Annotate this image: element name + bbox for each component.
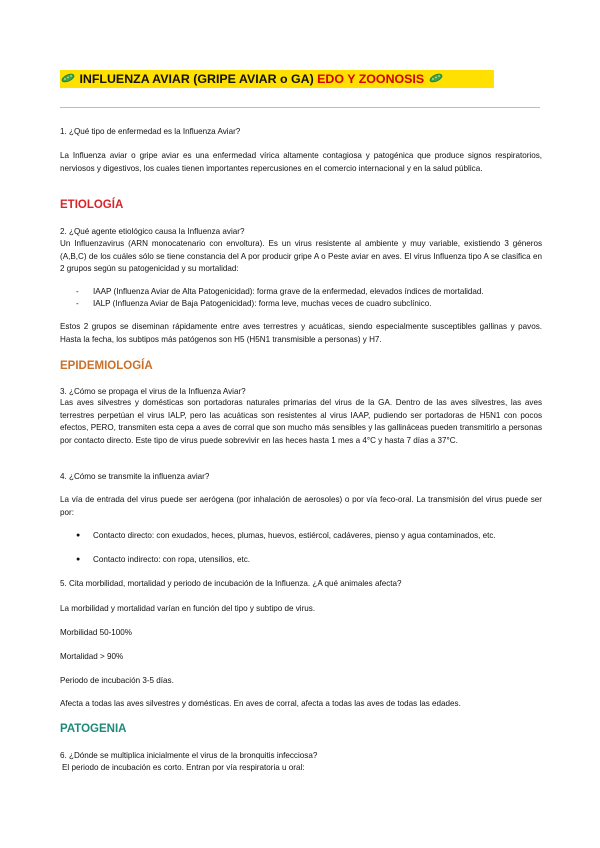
- bullet-marker: ●: [76, 556, 81, 563]
- answer-4: La vía de entrada del virus puede ser aerógena (por inhalación de aerosoles) o por vía feco-oral. La transmisión del virus puede ser por:: [60, 495, 542, 517]
- section-patogenia: PATOGENIA: [60, 723, 127, 735]
- answer-2: Un Influenzavirus (ARN monocatenario con envoltura). Es un virus resistente al ambiente y muy variable, existiendo 3 géneros (A,B,C) de los cuáles sólo se tiene constancia del A por producir gripe A o Peste aviar en aves. El virus Influenza tipo A se clasifica en 2 grupos según su patogenicidad y su mortalidad:: [60, 239, 542, 274]
- question-4: 4. ¿Cómo se transmite la influenza aviar?: [60, 472, 210, 481]
- answer-1: La Influenza aviar o gripe aviar es una enfermedad vírica altamente contagiosa y patogénica que produce signos respiratorios, nerviosos y digestivos, los cuales tienen importantes repercusiones en el comercio internacional y en la salud pública.: [60, 151, 542, 173]
- title-tag: EDO Y ZOONOSIS: [317, 72, 425, 86]
- answer-6: El periodo de incubación es corto. Entran por vía respiratoria u oral:: [62, 763, 305, 772]
- morbilidad: Morbilidad 50-100%: [60, 628, 132, 637]
- dash-marker: -: [76, 299, 79, 308]
- answer-2-extra: Estos 2 grupos se diseminan rápidamente entre aves terrestres y acuáticas, siendo especialmente susceptibles gallinas y pavos. Hasta la fecha, los subtipos más patógenos son H5 (H5N1 transmisible a personas) y H7.: [60, 322, 542, 344]
- list-item-text: IAAP (Influenza Aviar de Alta Patogenicidad): forma grave de la enfermedad, elevados índices de mortalidad.: [93, 287, 484, 296]
- section-epidemiologia: EPIDEMIOLOGÍA: [60, 360, 153, 372]
- dash-marker: -: [76, 287, 79, 296]
- list-item-text: Contacto indirecto: con ropa, utensilios, etc.: [93, 555, 251, 564]
- mortalidad: Mortalidad > 90%: [60, 652, 124, 661]
- section-etiologia: ETIOLOGÍA: [60, 199, 124, 211]
- divider: [60, 107, 540, 108]
- answer-5: La morbilidad y mortalidad varían en función del tipo y subtipo de virus.: [60, 604, 316, 613]
- question-3: 3. ¿Cómo se propaga el virus de la Influenza Aviar?: [60, 387, 246, 396]
- periodo-incubacion: Periodo de incubación 3-5 días.: [60, 676, 174, 685]
- answer-3: Las aves silvestres y domésticas son portadoras naturales primarias del virus de la GA. Dentro de las aves silvestres, las aves terrestres perpetúan el virus IALP, pero las acuáticas son resistentes al virus IAAP, pudiendo ser portadoras de H5N1 con pocos efectos, PERO, transmiten esta cepa a aves de corral que son mucho más sensibles y las gallináceas pueden transmitirlo a personas por contacto directo. Este tipo de virus puede sobrevivir en las heces hasta 1 mes a 4°C y hasta 7 días a 37°C.: [60, 398, 542, 445]
- question-6: 6. ¿Dónde se multiplica inicialmente el virus de la bronquitis infecciosa?: [60, 751, 318, 760]
- list-item-text: IALP (Influenza Aviar de Baja Patogenicidad): forma leve, muchas veces de cuadro subclínico.: [93, 299, 432, 308]
- title-main: INFLUENZA AVIAR (GRIPE AVIAR o GA): [79, 72, 314, 86]
- animales-afectados: Afecta a todas las aves silvestres y domésticas. En aves de corral, afecta a todas las aves de todas las edades.: [60, 699, 461, 708]
- document-title: [60, 70, 494, 88]
- list-item-text: Contacto directo: con exudados, heces, plumas, huevos, estiércol, cadáveres, pienso y agua contaminados, etc.: [93, 531, 496, 540]
- question-1: 1. ¿Qué tipo de enfermedad es la Influenza Aviar?: [60, 127, 241, 136]
- question-5: 5. Cita morbilidad, mortalidad y periodo de incubación de la Influenza. ¿A qué animales afecta?: [60, 579, 402, 588]
- bullet-marker: ●: [76, 532, 81, 539]
- virus-icon: [60, 71, 76, 88]
- virus-icon: [428, 71, 444, 88]
- question-2: 2. ¿Qué agente etiológico causa la Influenza aviar?: [60, 227, 245, 236]
